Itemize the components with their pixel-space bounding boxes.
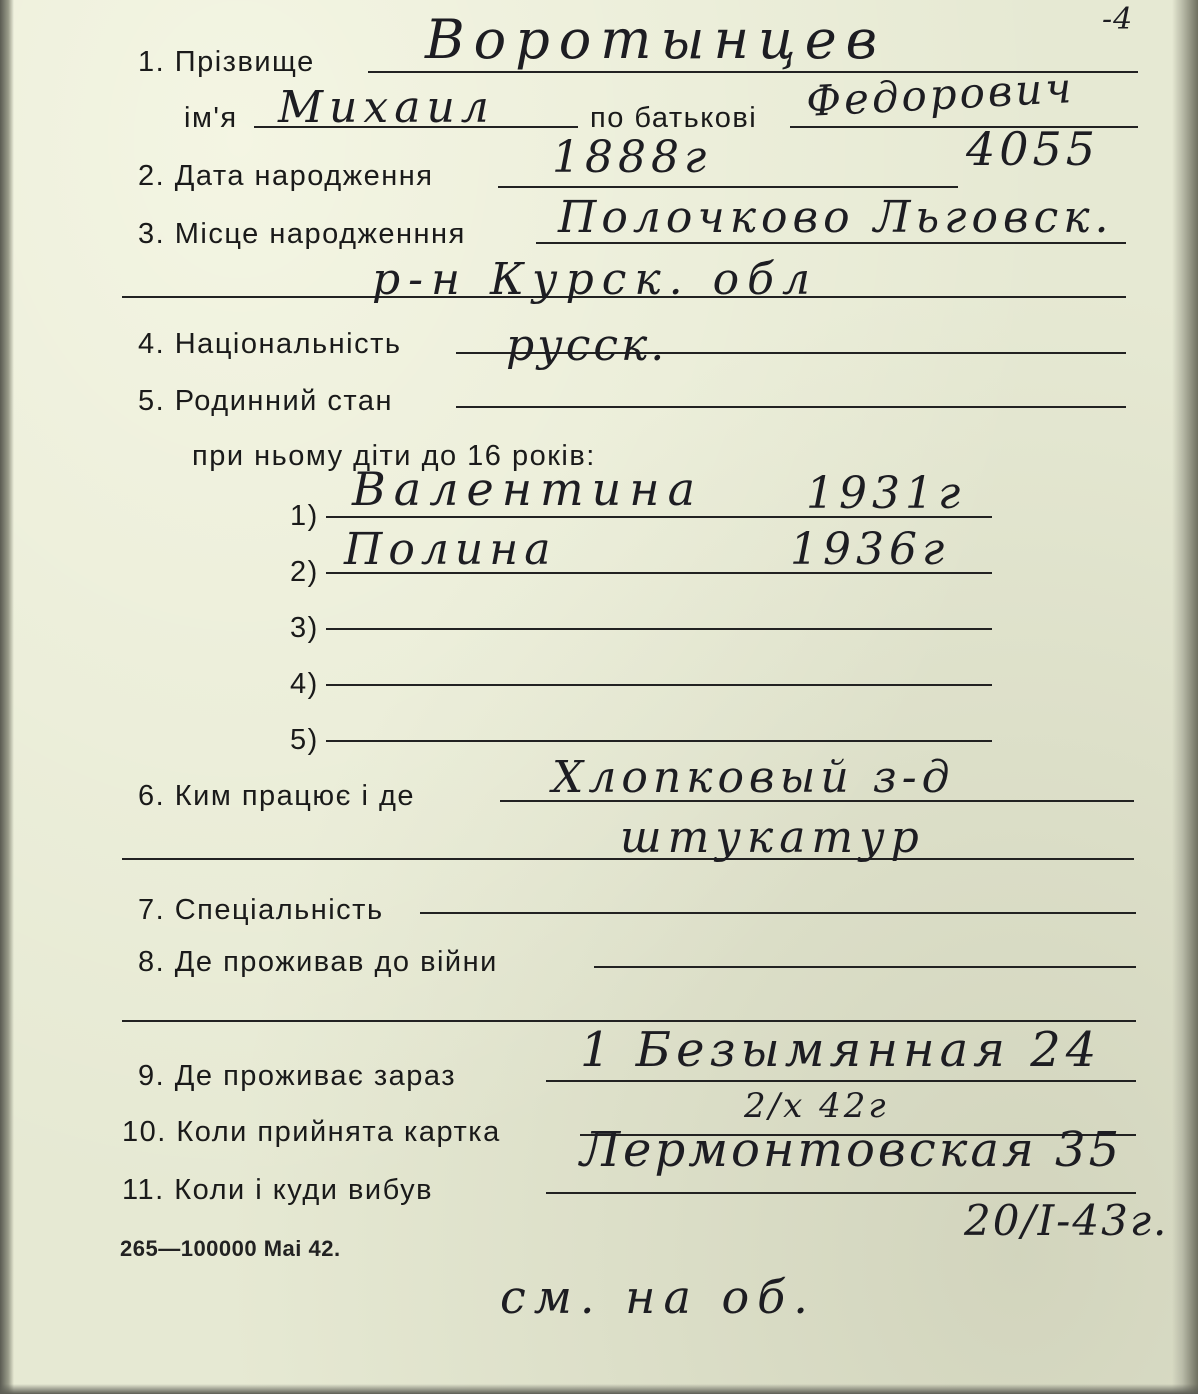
- field-5-children-label: при ньому діти до 16 років:: [192, 440, 596, 472]
- field-5-line: [456, 406, 1126, 408]
- hw-current-address: 1 Безымянная 24: [580, 1022, 1102, 1078]
- field-11-line: [546, 1192, 1136, 1194]
- field-2-line: [498, 186, 958, 188]
- field-1-label: 1. Прізвище: [138, 46, 315, 78]
- hw-moved-date: 20/I-43г.: [964, 1196, 1169, 1245]
- paper-edge-left: [0, 0, 14, 1394]
- field-9-line: [546, 1080, 1136, 1082]
- hw-nationality: русск.: [506, 320, 668, 371]
- child-4-label: 4): [290, 668, 319, 700]
- field-1-first-name-label: ім'я: [184, 102, 238, 134]
- field-9-label: 9. Де проживає зараз: [138, 1060, 457, 1092]
- hw-work-line2: штукатур: [620, 812, 925, 863]
- field-2-label: 2. Дата народження: [138, 160, 434, 192]
- child-4-line: [326, 684, 992, 686]
- hw-child-1-name: Валентина: [352, 462, 704, 516]
- child-3-label: 3): [290, 612, 319, 644]
- field-10-label: 10. Коли прийнята картка: [122, 1116, 501, 1148]
- field-8-line: [594, 966, 1136, 968]
- field-11-label: 11. Коли і куди вибув: [122, 1174, 433, 1206]
- field-4-label: 4. Національність: [138, 328, 402, 360]
- hw-surname: Воротынцев: [425, 8, 887, 71]
- hw-child-2-name: Полина: [344, 524, 557, 575]
- field-7-label: 7. Спеціальність: [138, 894, 384, 926]
- hw-card-date: 2/x 42г: [744, 1086, 889, 1126]
- field-6-label: 6. Ким працює і де: [138, 780, 416, 812]
- child-5-line: [326, 740, 992, 742]
- hw-moved-to: Лермонтовская 35: [580, 1122, 1123, 1178]
- hw-birth-date: 1888г: [552, 132, 712, 183]
- child-5-label: 5): [290, 724, 319, 756]
- field-8-label: 8. Де проживав до війни: [138, 946, 498, 978]
- field-1-patronymic-label: по батькові: [590, 102, 758, 134]
- field-7-line: [420, 912, 1136, 914]
- paper-edge-bottom: [0, 1384, 1198, 1394]
- field-3-label: 3. Місце народженння: [138, 218, 466, 250]
- print-number: 265—100000 Mai 42.: [120, 1236, 341, 1261]
- hw-record-number: 4055: [966, 122, 1100, 176]
- hw-child-1-year: 1931г: [806, 468, 966, 519]
- child-3-line: [326, 628, 992, 630]
- hw-work-line1: Хлопковый з-д: [552, 752, 955, 803]
- child-1-label: 1): [290, 500, 319, 532]
- field-5-label: 5. Родинний стан: [138, 385, 394, 417]
- hw-patronymic: Федорович: [804, 63, 1076, 126]
- hw-see-reverse: см. на об.: [500, 1270, 816, 1324]
- hw-first-name: Михаил: [278, 82, 495, 133]
- child-2-label: 2): [290, 556, 319, 588]
- hw-birthplace-line2: р-н Курск. обл: [372, 254, 818, 305]
- hw-child-2-year: 1936г: [790, 524, 950, 575]
- paper-edge-right: [1172, 0, 1198, 1394]
- hw-birthplace-line1: Полочково Льговск.: [558, 192, 1114, 243]
- corner-mark: -4: [1102, 2, 1134, 37]
